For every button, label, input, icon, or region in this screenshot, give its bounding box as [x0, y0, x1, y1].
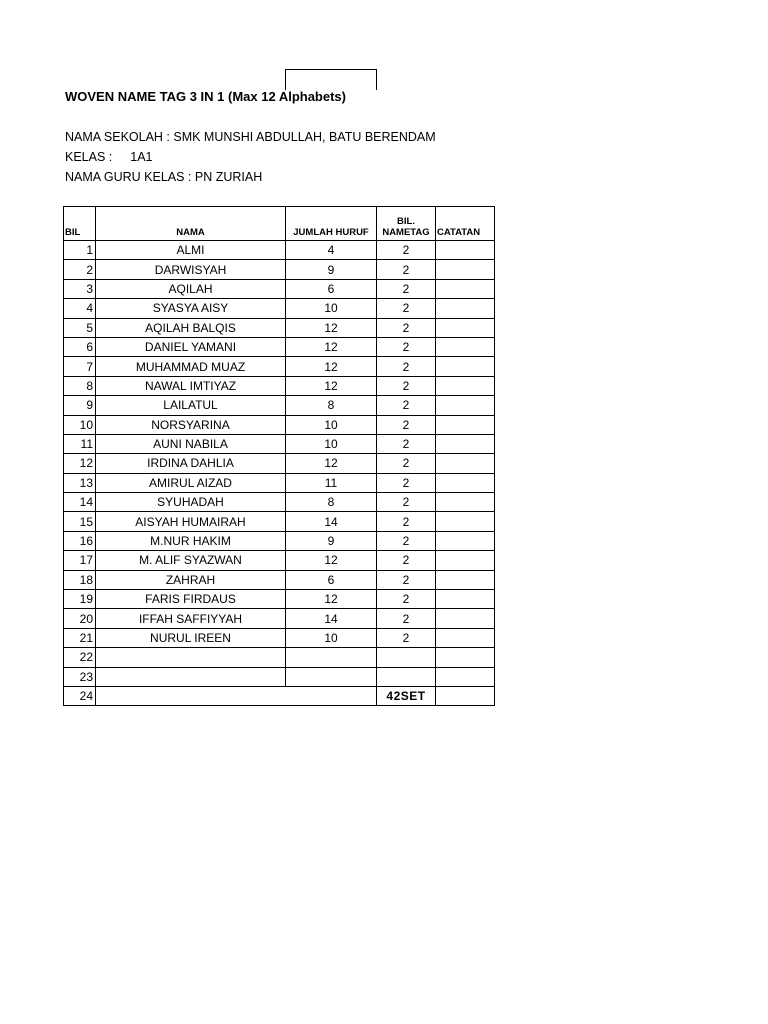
cell-bil-nametag: 2 [377, 260, 436, 279]
cell-nama: LAILATUL [96, 396, 286, 415]
cell-jumlah-huruf: 8 [286, 493, 377, 512]
table-row [64, 628, 495, 647]
cell-catatan [436, 337, 495, 356]
table-row [64, 415, 495, 434]
header-bil-nametag [377, 207, 436, 241]
cell-nama: AQILAH [96, 279, 286, 298]
cell-jumlah-huruf [286, 667, 377, 686]
table-row [64, 337, 495, 356]
cell-catatan [436, 299, 495, 318]
cell-bil-nametag: 2 [377, 473, 436, 492]
header-catatan: CATATAN [436, 207, 495, 241]
cell-bil: 6 [64, 337, 96, 356]
class-line [65, 150, 153, 164]
cell-nama: AISYAH HUMAIRAH [96, 512, 286, 531]
total-row [64, 686, 495, 705]
cell-catatan [436, 260, 495, 279]
cell-bil: 15 [64, 512, 96, 531]
cell-bil-nametag: 2 [377, 357, 436, 376]
cell-bil: 18 [64, 570, 96, 589]
cell-nama: ZAHRAH [96, 570, 286, 589]
cell-nama: DANIEL YAMANI [96, 337, 286, 356]
cell-nama: MUHAMMAD MUAZ [96, 357, 286, 376]
nametag-table [63, 206, 495, 706]
cell-bil-nametag: 2 [377, 609, 436, 628]
cell-bil: 10 [64, 415, 96, 434]
cell-bil-nametag: 2 [377, 318, 436, 337]
header-bil-nametag-line1: BIL. [397, 216, 415, 227]
cell-jumlah-huruf: 12 [286, 318, 377, 337]
cell-catatan [436, 279, 495, 298]
total-nametag-count: 42SET [377, 686, 436, 705]
cell-bil-nametag: 2 [377, 434, 436, 453]
cell-jumlah-huruf: 12 [286, 337, 377, 356]
cell-bil-nametag: 2 [377, 241, 436, 260]
cell-nama: AMIRUL AIZAD [96, 473, 286, 492]
cell-bil: 17 [64, 551, 96, 570]
table-row [64, 473, 495, 492]
table-row [64, 357, 495, 376]
cell-jumlah-huruf: 11 [286, 473, 377, 492]
cell-bil-nametag: 2 [377, 493, 436, 512]
cell-jumlah-huruf: 10 [286, 434, 377, 453]
header-nama: NAMA [96, 207, 286, 241]
cell-bil-nametag: 2 [377, 531, 436, 550]
cell-catatan [436, 628, 495, 647]
cell-jumlah-huruf: 12 [286, 357, 377, 376]
cell-jumlah-huruf: 12 [286, 376, 377, 395]
table-row [64, 396, 495, 415]
total-row-catatan [436, 686, 495, 705]
cell-catatan [436, 357, 495, 376]
cell-bil: 9 [64, 396, 96, 415]
cell-jumlah-huruf: 14 [286, 512, 377, 531]
cell-nama: DARWISYAH [96, 260, 286, 279]
cell-nama: IRDINA DAHLIA [96, 454, 286, 473]
cell-bil: 2 [64, 260, 96, 279]
cell-catatan [436, 415, 495, 434]
table-row [64, 531, 495, 550]
table-row [64, 609, 495, 628]
cell-nama: NURUL IREEN [96, 628, 286, 647]
header-cell-border [285, 69, 377, 90]
cell-jumlah-huruf: 12 [286, 590, 377, 609]
table-row [64, 454, 495, 473]
cell-bil-nametag: 2 [377, 628, 436, 647]
cell-bil-nametag [377, 648, 436, 667]
cell-bil: 8 [64, 376, 96, 395]
header-jumlah-huruf: JUMLAH HURUF [286, 207, 377, 241]
cell-jumlah-huruf: 10 [286, 299, 377, 318]
class-value: 1A1 [130, 150, 153, 164]
cell-bil-nametag: 2 [377, 337, 436, 356]
cell-bil: 3 [64, 279, 96, 298]
cell-jumlah-huruf: 10 [286, 415, 377, 434]
header-bil: BIL [64, 207, 96, 241]
cell-nama: FARIS FIRDAUS [96, 590, 286, 609]
class-label: KELAS : [65, 150, 113, 164]
cell-bil: 16 [64, 531, 96, 550]
cell-bil-nametag: 2 [377, 512, 436, 531]
cell-bil: 21 [64, 628, 96, 647]
cell-jumlah-huruf: 9 [286, 260, 377, 279]
cell-jumlah-huruf: 4 [286, 241, 377, 260]
cell-bil-nametag: 2 [377, 376, 436, 395]
table-row [64, 648, 495, 667]
cell-jumlah-huruf: 6 [286, 570, 377, 589]
cell-nama: SYUHADAH [96, 493, 286, 512]
cell-bil-nametag: 2 [377, 299, 436, 318]
cell-bil: 5 [64, 318, 96, 337]
cell-catatan [436, 376, 495, 395]
cell-catatan [436, 493, 495, 512]
cell-catatan [436, 551, 495, 570]
cell-bil: 20 [64, 609, 96, 628]
table-row [64, 376, 495, 395]
cell-catatan [436, 648, 495, 667]
school-name: NAMA SEKOLAH : SMK MUNSHI ABDULLAH, BATU BERENDAM [65, 130, 436, 144]
table-row [64, 667, 495, 686]
total-row-blank [96, 686, 377, 705]
cell-jumlah-huruf: 14 [286, 609, 377, 628]
cell-jumlah-huruf [286, 648, 377, 667]
cell-bil-nametag: 2 [377, 415, 436, 434]
table-row [64, 570, 495, 589]
table-row [64, 493, 495, 512]
table-row [64, 318, 495, 337]
cell-nama: M.NUR HAKIM [96, 531, 286, 550]
cell-nama: AUNI NABILA [96, 434, 286, 453]
cell-bil: 12 [64, 454, 96, 473]
cell-nama: ALMI [96, 241, 286, 260]
cell-catatan [436, 531, 495, 550]
teacher-name: NAMA GURU KELAS : PN ZURIAH [65, 170, 263, 184]
cell-catatan [436, 512, 495, 531]
table-row [64, 590, 495, 609]
table-header-row [64, 207, 495, 241]
cell-nama: NAWAL IMTIYAZ [96, 376, 286, 395]
cell-catatan [436, 454, 495, 473]
cell-bil-nametag: 2 [377, 570, 436, 589]
document-title: WOVEN NAME TAG 3 IN 1 (Max 12 Alphabets) [65, 89, 346, 104]
cell-bil: 1 [64, 241, 96, 260]
cell-bil: 4 [64, 299, 96, 318]
cell-catatan [436, 667, 495, 686]
cell-bil: 11 [64, 434, 96, 453]
cell-bil-nametag: 2 [377, 551, 436, 570]
table-row [64, 551, 495, 570]
cell-nama [96, 648, 286, 667]
cell-catatan [436, 590, 495, 609]
cell-bil: 14 [64, 493, 96, 512]
cell-bil-nametag: 2 [377, 590, 436, 609]
cell-jumlah-huruf: 6 [286, 279, 377, 298]
cell-catatan [436, 241, 495, 260]
cell-catatan [436, 609, 495, 628]
cell-bil-nametag: 2 [377, 396, 436, 415]
cell-nama: IFFAH SAFFIYYAH [96, 609, 286, 628]
cell-nama [96, 667, 286, 686]
cell-catatan [436, 434, 495, 453]
cell-catatan [436, 570, 495, 589]
cell-bil: 23 [64, 667, 96, 686]
cell-catatan [436, 473, 495, 492]
table-row [64, 260, 495, 279]
cell-nama: NORSYARINA [96, 415, 286, 434]
total-row-bil: 24 [64, 686, 96, 705]
table-row [64, 512, 495, 531]
cell-jumlah-huruf: 12 [286, 551, 377, 570]
table-row [64, 279, 495, 298]
cell-bil-nametag: 2 [377, 279, 436, 298]
cell-jumlah-huruf: 12 [286, 454, 377, 473]
table-row [64, 241, 495, 260]
table-row [64, 299, 495, 318]
cell-jumlah-huruf: 10 [286, 628, 377, 647]
cell-jumlah-huruf: 8 [286, 396, 377, 415]
cell-nama: AQILAH BALQIS [96, 318, 286, 337]
cell-bil-nametag [377, 667, 436, 686]
header-bil-nametag-line2: NAMETAG [382, 227, 430, 238]
cell-catatan [436, 318, 495, 337]
cell-bil: 13 [64, 473, 96, 492]
cell-nama: M. ALIF SYAZWAN [96, 551, 286, 570]
table-row [64, 434, 495, 453]
cell-catatan [436, 396, 495, 415]
cell-jumlah-huruf: 9 [286, 531, 377, 550]
cell-bil: 19 [64, 590, 96, 609]
cell-bil: 22 [64, 648, 96, 667]
cell-bil: 7 [64, 357, 96, 376]
cell-nama: SYASYA AISY [96, 299, 286, 318]
cell-bil-nametag: 2 [377, 454, 436, 473]
